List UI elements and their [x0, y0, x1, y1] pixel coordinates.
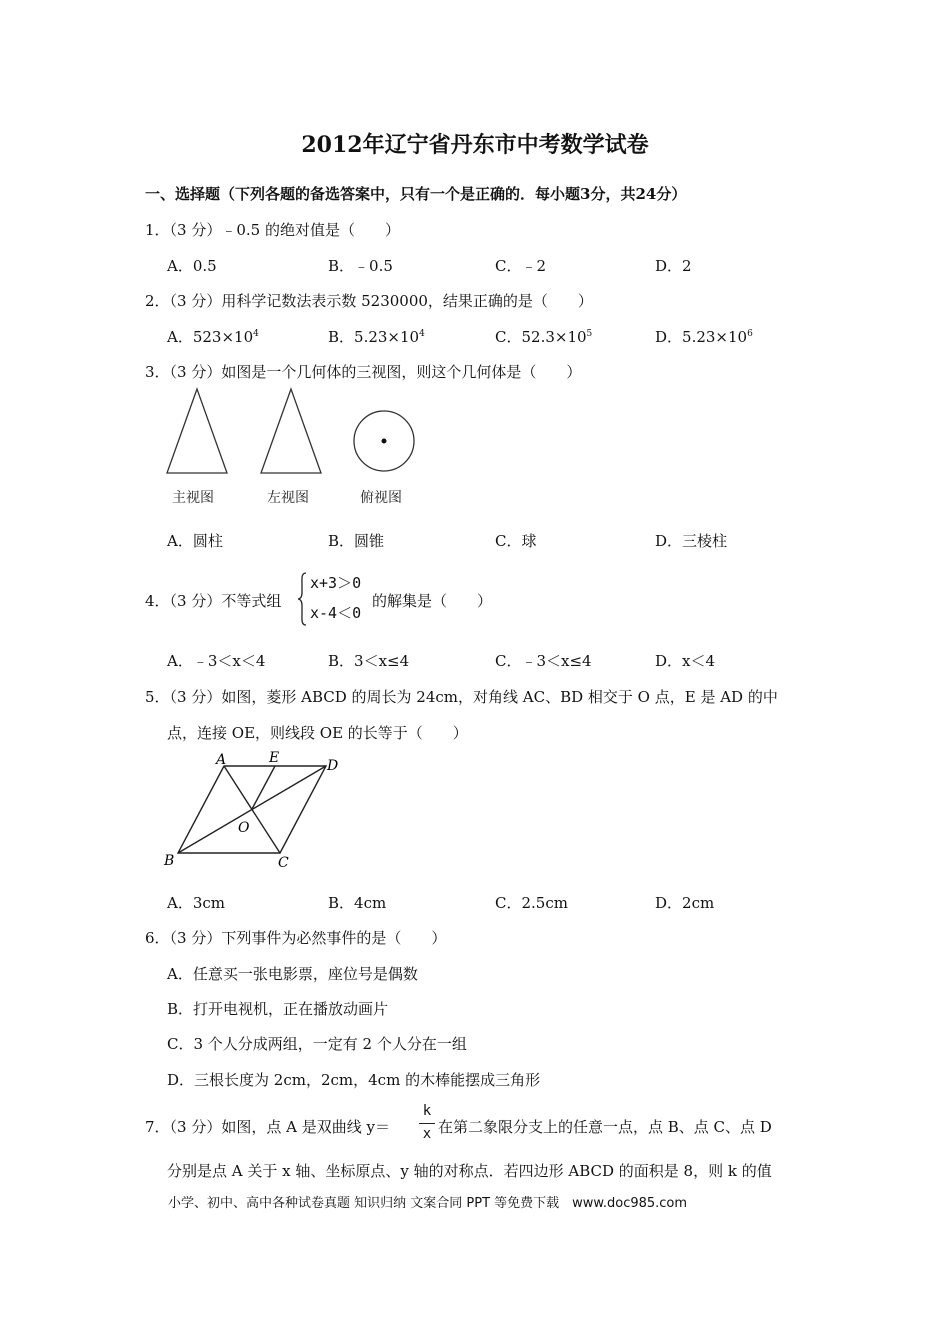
question-5-stem-line-1: 5．（3 分）如图，菱形 ABCD 的周长为 24cm，对角线 AC、BD 相交于 O 点，E 是 AD 的中: [145, 688, 778, 706]
q4-option-c: C．﹣3＜x≤4: [495, 652, 592, 670]
inequality-line-2: x-4＜0: [310, 604, 362, 622]
q1-option-a: A．0.5: [167, 257, 217, 275]
top-view-label: 俯视图: [360, 490, 402, 506]
q6-option-a: A．任意买一张电影票，座位号是偶数: [167, 965, 418, 983]
fraction-bar: [419, 1123, 435, 1124]
question-2-stem: 2．（3 分）用科学记数法表示数 5230000，结果正确的是（ ）: [145, 292, 593, 310]
q6-option-c: C．3 个人分成两组，一定有 2 个人分在一组: [167, 1035, 467, 1053]
question-4-suffix: 的解集是（ ）: [372, 592, 493, 610]
question-3-stem: 3．（3 分）如图是一个几何体的三视图，则这个几何体是（ ）: [145, 363, 582, 381]
top-view-center-dot: [382, 439, 387, 444]
question-7-line-2: 分别是点 A 关于 x 轴、坐标原点、y 轴的对称点．若四边形 ABCD 的面积是 8，则 k 的值: [167, 1162, 772, 1180]
q6-option-d: D．三根长度为 2cm，2cm，4cm 的木棒能摆成三角形: [167, 1071, 541, 1089]
q4-option-b: B．3＜x≤4: [328, 652, 410, 670]
diagonal-bd: [178, 766, 326, 853]
q5-option-d: D．2cm: [655, 894, 715, 912]
page-title: 2012年辽宁省丹东市中考数学试卷: [301, 132, 649, 158]
q2-option-a: A．$523\times 10^4$: [167, 328, 259, 346]
section-heading: 一、选择题（下列各题的备选答案中，只有一个是正确的．每小题3分，共24分）: [145, 185, 687, 203]
fraction-numerator: k: [422, 1103, 432, 1119]
fraction-denominator: x: [422, 1126, 432, 1142]
question-6-stem: 6．（3 分）下列事件为必然事件的是（ ）: [145, 929, 447, 947]
q5-option-a: A．3cm: [167, 894, 226, 912]
side-view-triangle: [261, 389, 321, 473]
question-4-prefix: 4．（3 分）不等式组: [145, 592, 282, 610]
q4-option-a: A．﹣3＜x＜4: [167, 652, 266, 670]
question-5-stem-line-2: 点，连接 OE，则线段 OE 的长等于（ ）: [167, 724, 468, 742]
question-1-stem: 1．（3 分）﹣0.5 的绝对值是（ ）: [145, 221, 400, 239]
q3-option-b: B．圆锥: [328, 532, 385, 550]
q3-option-c: C．球: [495, 532, 537, 550]
point-c-label: C: [278, 855, 289, 871]
q3-option-a: A．圆柱: [167, 532, 223, 550]
q2-option-b: B．$5.23\times 10^4$: [328, 328, 425, 346]
inequality-line-1: x+3＞0: [310, 574, 362, 592]
point-d-label: D: [327, 758, 339, 774]
point-a-label: A: [216, 752, 227, 768]
q1-option-b: B．﹣0.5: [328, 257, 393, 275]
q2-option-c: C．$52.3\times 10^5$: [495, 328, 593, 346]
rhombus-figure: [160, 748, 350, 873]
side-view-label: 左视图: [267, 490, 309, 506]
three-views-figure: [160, 385, 430, 480]
q5-option-c: C．2.5cm: [495, 894, 568, 912]
q5-option-b: B．4cm: [328, 894, 387, 912]
point-o-label: O: [238, 820, 250, 836]
front-view-triangle: [167, 389, 227, 473]
q1-option-d: D．2: [655, 257, 692, 275]
q6-option-b: B．打开电视机，正在播放动画片: [167, 1000, 389, 1018]
q1-option-c: C．﹣2: [495, 257, 547, 275]
brace-icon: [296, 571, 308, 627]
point-e-label: E: [269, 750, 280, 766]
footer-note: 小学、初中、高中各种试卷真题 知识归纳 文案合同 PPT 等免费下载 www.doc985.com: [168, 1196, 688, 1211]
q2-option-d: D．$5.23\times 10^6$: [655, 328, 753, 346]
point-b-label: B: [164, 853, 175, 869]
question-7-prefix: 7．（3 分）如图，点 A 是双曲线 y＝: [145, 1118, 390, 1136]
front-view-label: 主视图: [172, 490, 214, 506]
q3-option-d: D．三棱柱: [655, 532, 728, 550]
q4-option-d: D．x＜4: [655, 652, 716, 670]
question-7-suffix: 在第二象限分支上的任意一点，点 B、点 C、点 D: [438, 1118, 772, 1136]
